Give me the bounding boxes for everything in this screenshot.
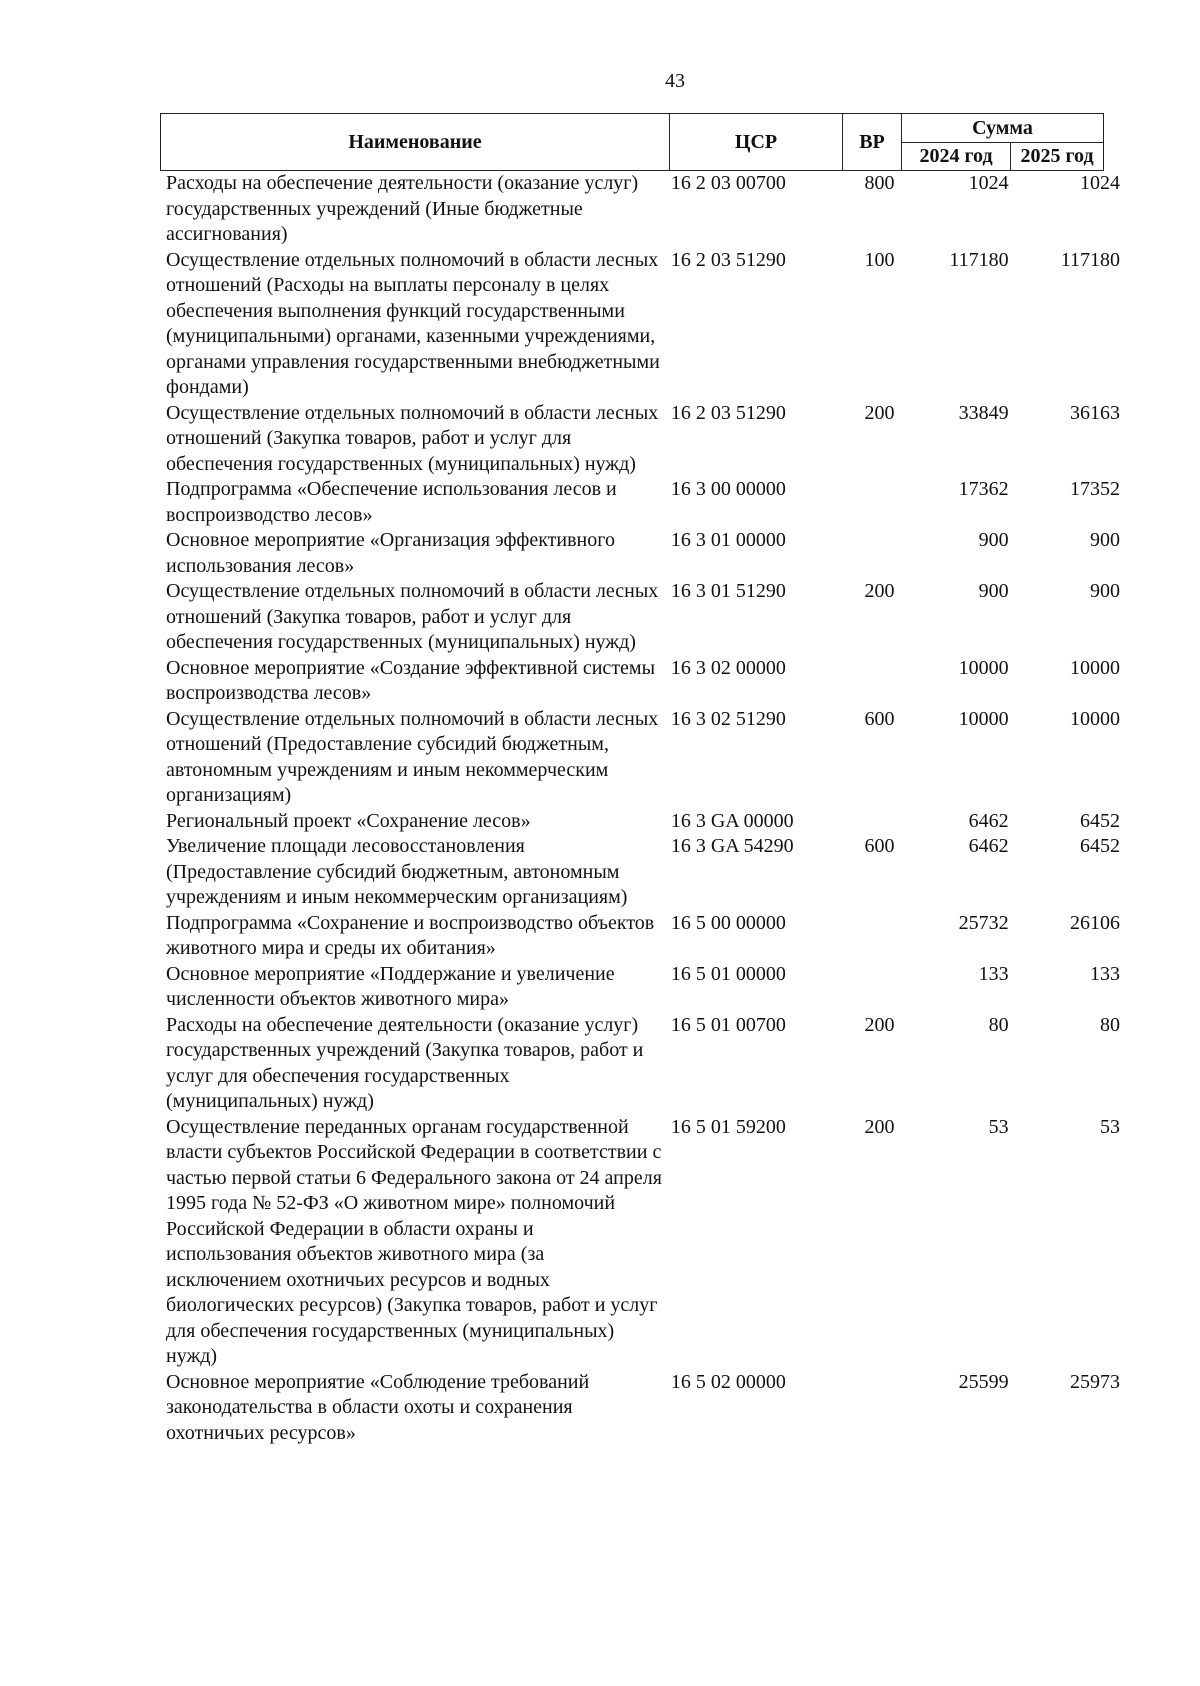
table-row xyxy=(160,528,1120,579)
table-row xyxy=(160,477,1120,528)
header-year-2025: 2025 год xyxy=(1020,145,1094,167)
row-sum-2024: 10000 xyxy=(958,656,1009,679)
row-vr: 600 xyxy=(864,835,895,857)
row-sum-2024: 80 xyxy=(988,1013,1009,1036)
row-vr: 100 xyxy=(864,248,895,271)
table-row xyxy=(160,579,1120,656)
row-name: Осуществление отдельных полномочий в области лесных отношений (Закупка товаров, работ и услуг для обеспечения государственных (муниципальных) нужд) xyxy=(166,580,659,653)
row-csr: 16 2 03 00700 xyxy=(670,172,786,194)
row-vr: 200 xyxy=(864,1115,895,1138)
table-row xyxy=(160,171,1120,248)
row-name: Основное мероприятие «Поддержание и увеличение численности объектов животного мира» xyxy=(166,962,615,1010)
row-sum-2024: 6462 xyxy=(968,809,1009,832)
row-sum-2024: 33849 xyxy=(958,401,1009,424)
row-sum-2024: 53 xyxy=(988,1115,1009,1138)
row-sum-2025: 26106 xyxy=(1069,911,1120,934)
row-vr: 600 xyxy=(864,707,895,730)
row-sum-2024: 1024 xyxy=(968,172,1009,194)
row-name: Расходы на обеспечение деятельности (оказание услуг) государственных учреждений (Закупка товаров, работ и услуг для обеспечения государственных (муниципальных) нужд) xyxy=(166,1013,644,1112)
row-sum-2025: 1024 xyxy=(1079,172,1120,194)
table-row xyxy=(160,707,1120,809)
row-name: Осуществление переданных органам государственной власти субъектов Российской Федерации в соответствии с частью первой статьи 6 Федерального закона от 24 апреля 1995 года № 52-ФЗ «О животном мире» полномочий Российской Федерации в области охраны и использования объектов животного мира (за исключением охотничьих ресурсов и водных биологических ресурсов) (Закупка товаров, работ и услуг для обеспечения государственных (муниципальных) нужд) xyxy=(166,1115,662,1367)
row-csr: 16 3 GA 00000 xyxy=(670,809,794,832)
row-sum-2024: 6462 xyxy=(968,835,1009,857)
row-csr: 16 5 01 00700 xyxy=(670,1013,786,1036)
row-csr: 16 3 01 00000 xyxy=(670,529,786,551)
row-csr: 16 5 02 00000 xyxy=(670,1370,786,1393)
row-name: Расходы на обеспечение деятельности (оказание услуг) государственных учреждений (Иные бюджетные ассигнования) xyxy=(166,172,639,245)
row-vr: 200 xyxy=(864,1013,895,1036)
table-row xyxy=(160,911,1120,962)
row-vr: 200 xyxy=(864,401,895,424)
table-row xyxy=(160,656,1120,707)
row-sum-2024: 25732 xyxy=(958,911,1009,934)
row-csr: 16 3 GA 54290 xyxy=(670,835,794,857)
row-sum-2024: 133 xyxy=(978,962,1009,985)
row-sum-2024: 17362 xyxy=(958,478,1009,500)
table-row xyxy=(160,809,1120,835)
table-body xyxy=(160,171,1120,1446)
row-name: Основное мероприятие «Организация эффективного использования лесов» xyxy=(166,529,615,577)
row-vr: 800 xyxy=(864,172,895,194)
row-sum-2024: 117180 xyxy=(949,248,1009,271)
row-sum-2024: 10000 xyxy=(958,707,1009,730)
row-name: Основное мероприятие «Создание эффективной системы воспроизводства лесов» xyxy=(166,656,656,704)
row-sum-2025: 117180 xyxy=(1060,248,1120,271)
header-name: Наименование xyxy=(161,114,670,170)
page-number: 43 xyxy=(665,70,685,92)
row-sum-2025: 6452 xyxy=(1079,809,1120,832)
row-sum-2025: 6452 xyxy=(1079,835,1120,857)
row-vr: 200 xyxy=(864,580,895,602)
row-name: Осуществление отдельных полномочий в области лесных отношений (Закупка товаров, работ и услуг для обеспечения государственных (муниципальных) нужд) xyxy=(166,401,659,475)
table-row xyxy=(160,1370,1120,1447)
row-csr: 16 3 02 00000 xyxy=(670,656,786,679)
row-csr: 16 2 03 51290 xyxy=(670,248,786,271)
table-header xyxy=(160,113,1104,171)
row-csr: 16 5 01 00000 xyxy=(670,962,786,985)
row-csr: 16 5 00 00000 xyxy=(670,911,786,934)
row-name: Осуществление отдельных полномочий в области лесных отношений (Предоставление субсидий бюджетным, автономным учреждениям и иным некоммерческим организациям) xyxy=(166,707,659,806)
header-sum: Сумма xyxy=(902,114,1103,143)
row-csr: 16 3 00 00000 xyxy=(670,478,786,500)
row-name: Подпрограмма «Обеспечение использования лесов и воспроизводство лесов» xyxy=(166,478,617,526)
row-sum-2024: 25599 xyxy=(958,1370,1009,1393)
row-sum-2025: 10000 xyxy=(1069,707,1120,730)
row-name: Подпрограмма «Сохранение и воспроизводство объектов животного мира и среды их обитания» xyxy=(166,911,655,959)
row-csr: 16 3 01 51290 xyxy=(670,580,786,602)
row-csr: 16 5 01 59200 xyxy=(670,1115,786,1138)
row-sum-2025: 53 xyxy=(1099,1115,1120,1138)
table-row xyxy=(160,1013,1120,1115)
row-name: Увеличение площади лесовосстановления (Предоставление субсидий бюджетным, автономным учреждениям и иным некоммерческим организациям) xyxy=(166,835,628,908)
row-csr: 16 2 03 51290 xyxy=(670,401,786,424)
row-sum-2025: 133 xyxy=(1089,962,1120,985)
table-row xyxy=(160,962,1120,1013)
row-name: Региональный проект «Сохранение лесов» xyxy=(166,809,531,832)
row-sum-2025: 80 xyxy=(1099,1013,1120,1036)
row-csr: 16 3 02 51290 xyxy=(670,707,786,730)
table-row xyxy=(160,834,1120,911)
row-sum-2025: 10000 xyxy=(1069,656,1120,679)
row-name: Основное мероприятие «Соблюдение требований законодательства в области охоты и сохранения охотничьих ресурсов» xyxy=(166,1370,590,1444)
row-sum-2024: 900 xyxy=(978,580,1009,602)
header-vr: ВР xyxy=(843,114,902,170)
row-sum-2025: 900 xyxy=(1089,580,1120,602)
row-sum-2025: 25973 xyxy=(1069,1370,1120,1393)
row-name: Осуществление отдельных полномочий в области лесных отношений (Расходы на выплаты персоналу в целях обеспечения выполнения функций государственными (муниципальными) органами, казенными учреждениями, органами управления государственными внебюджетными фондами) xyxy=(166,248,660,398)
row-sum-2025: 17352 xyxy=(1069,478,1120,500)
table-row xyxy=(160,1115,1120,1370)
table-row xyxy=(160,401,1120,478)
row-sum-2024: 900 xyxy=(978,529,1009,551)
header-csr: ЦСР xyxy=(670,114,843,170)
row-sum-2025: 36163 xyxy=(1069,401,1120,424)
header-year-2024: 2024 год xyxy=(902,143,1011,170)
table-row xyxy=(160,248,1120,401)
row-sum-2025: 900 xyxy=(1089,529,1120,551)
